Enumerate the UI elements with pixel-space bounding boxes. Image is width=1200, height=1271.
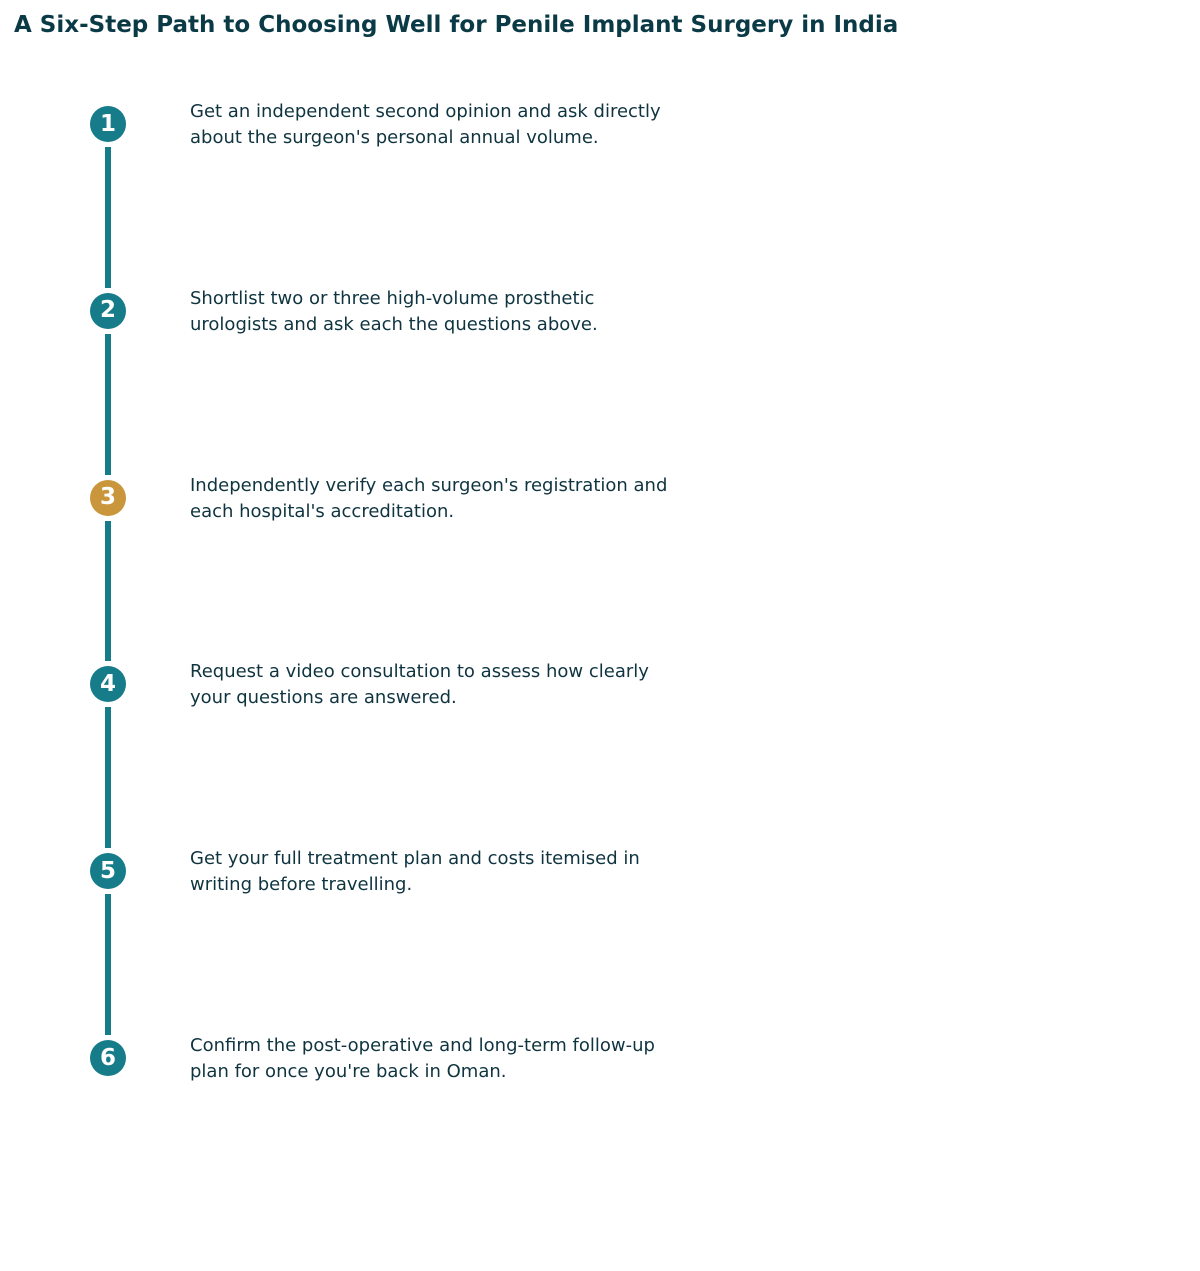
step-description-line: about the surgeon's personal annual volume. <box>190 127 599 148</box>
step-number-badge: 6 <box>90 1040 126 1076</box>
timeline-connector <box>105 334 111 475</box>
step-number-badge: 3 <box>90 480 126 516</box>
timeline-connector <box>105 147 111 288</box>
step-description <box>190 1033 750 1085</box>
timeline-connector <box>105 894 111 1035</box>
step-description-line: plan for once you're back in Oman. <box>190 1061 507 1082</box>
page-title: A Six-Step Path to Choosing Well for Penile Implant Surgery in India <box>14 12 899 38</box>
step-description-line: Shortlist two or three high-volume prosthetic <box>190 287 595 309</box>
step-description <box>190 846 750 898</box>
step-description-line: Independently verify each surgeon's registration and <box>190 474 668 496</box>
step-description-line: Get your full treatment plan and costs itemised in <box>190 848 640 870</box>
step-description-line: urologists and ask each the questions above. <box>190 313 598 335</box>
step-description-line: Get an independent second opinion and ask directly <box>190 101 661 122</box>
step-description-line: your questions are answered. <box>190 687 457 709</box>
step-description-line: Confirm the post-operative and long-term follow-up <box>190 1035 655 1056</box>
step-number-badge: 2 <box>90 293 126 329</box>
step-description <box>190 659 750 711</box>
step-description-line: writing before travelling. <box>190 874 413 896</box>
step-number-badge: 1 <box>90 106 126 142</box>
step-description <box>190 99 750 151</box>
step-description <box>190 286 750 338</box>
step-number-badge: 5 <box>90 853 126 889</box>
step-description <box>190 473 750 525</box>
timeline-connector <box>105 707 111 848</box>
step-description-line: each hospital's accreditation. <box>190 500 455 522</box>
step-number-badge: 4 <box>90 666 126 702</box>
timeline-connector <box>105 521 111 662</box>
step-description-line: Request a video consultation to assess how clearly <box>190 661 649 683</box>
